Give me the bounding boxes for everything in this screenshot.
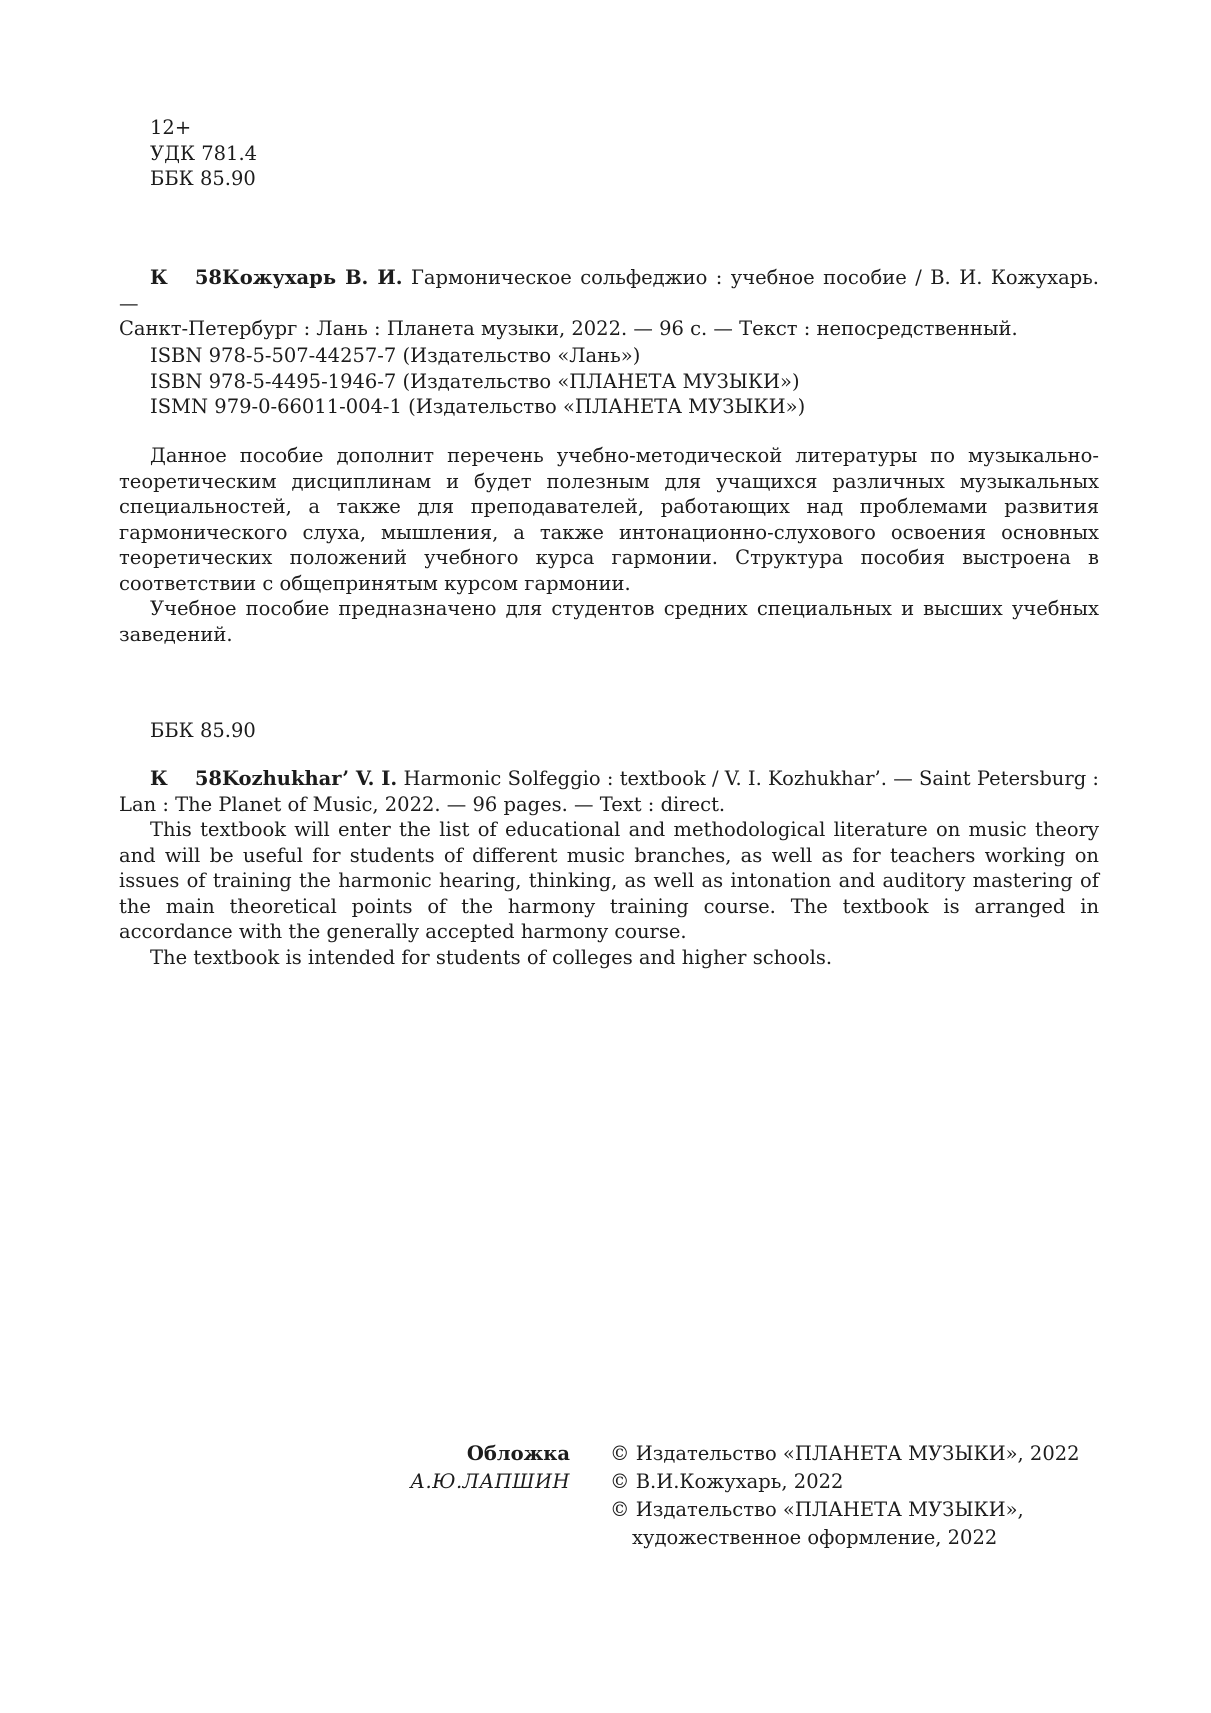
annotation-ru-paragraph-1: Данное пособие дополнит перечень учебно-методической литературы по музыкально-теоретическим дисциплинам и будет полезным для учащихся различных музыкальных специальностей, а также для преподавателей, работающих над проблемами развития гармонического слуха, мышления, а также интонационно-слухового освоения основных теоретических положений учебного курса гармонии. Структура пособия выстроена в соответствии с общепринятым курсом гармонии. [119, 444, 1099, 595]
title-statement: Гармоническое сольфеджио : учебное пособие / В. И. Кожухарь. — [119, 266, 1099, 315]
author-mark: К 58 [150, 266, 222, 289]
ismn-planeta: ISMN 979-0-66011-004-1 (Издательство «ПЛАНЕТА МУЗЫКИ») [150, 395, 806, 418]
bibliographic-record-en [119, 766, 1099, 970]
copyright-line: художественное оформление, 2022 [632, 1526, 998, 1549]
cover-credit [410, 1440, 570, 1496]
annotation-en-paragraph-1: This textbook will enter the list of educational and methodological literature on music theory and will be useful for students of different music branches, as well as for teachers working on issues of training the harmonic hearing, thinking, as well as intonation and auditory mastering of the main theoretical points of the harmony training course. The textbook is arranged in accordance with the generally accepted harmony course. [119, 818, 1099, 943]
cover-artist: А.Ю.ЛАПШИН [410, 1470, 570, 1493]
age-rating: 12+ [150, 116, 192, 139]
copyright-line: © В.И.Кожухарь, 2022 [610, 1470, 844, 1493]
bibliographic-record-ru [119, 265, 1099, 342]
author-name-en: Kozhukhar’ V. I. [222, 767, 398, 790]
annotation-ru-paragraph-2: Учебное пособие предназначено для студентов средних специальных и высших учебных заведений. [119, 597, 1099, 646]
cover-label: Обложка [466, 1442, 570, 1465]
isbn-planeta: ISBN 978-5-4495-1946-7 (Издательство «ПЛАНЕТА МУЗЫКИ») [150, 369, 800, 393]
isbn-lan: ISBN 978-5-507-44257-7 (Издательство «Лань») [150, 344, 641, 367]
bbk-code-en: ББК 85.90 [150, 719, 256, 742]
copyright-line: © Издательство «ПЛАНЕТА МУЗЫКИ», [610, 1498, 1024, 1521]
annotation-en-paragraph-2: The textbook is intended for students of colleges and higher schools. [150, 945, 833, 969]
biblio-en-line-1 [119, 766, 1099, 792]
biblio-ru-line-1 [119, 265, 1099, 316]
classification-block [150, 115, 257, 192]
udk-code: УДК 781.4 [150, 141, 258, 165]
bbk-code: ББК 85.90 [150, 167, 256, 190]
author-mark-en: К 58 [150, 767, 222, 790]
isbn-block [150, 343, 805, 420]
copyright-line: © Издательство «ПЛАНЕТА МУЗЫКИ», 2022 [610, 1442, 1080, 1465]
annotation-ru [119, 443, 1099, 647]
author-name: Кожухарь В. И. [222, 266, 403, 289]
publication-statement-en: Lan : The Planet of Music, 2022. — 96 pages. — Text : direct. [119, 792, 726, 816]
title-statement-en: Harmonic Solfeggio : textbook / V. I. Kozhukhar’. — Saint Petersburg : [403, 767, 1099, 790]
copyright-block [610, 1440, 1080, 1552]
publication-statement: Санкт-Петербург : Лань : Планета музыки, 2022. — 96 с. — Текст : непосредственный. [119, 317, 1018, 340]
